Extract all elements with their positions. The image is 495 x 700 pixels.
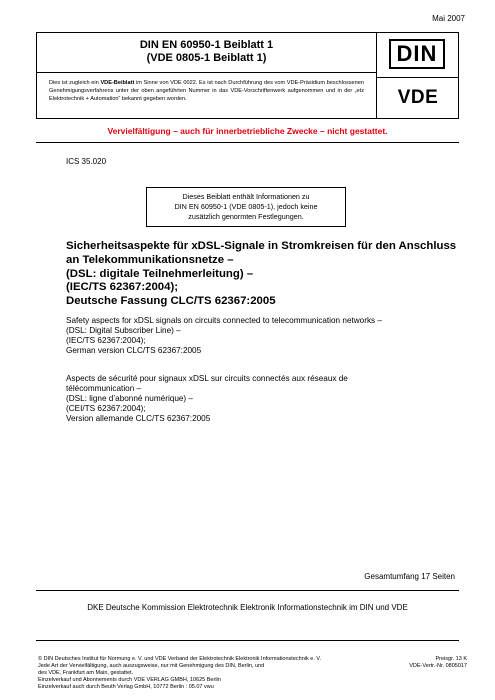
copy-warning: Vervielfältigung – auch für innerbetriebliche Zwecke – nicht gestattet. [107,126,388,136]
issue-date: Mai 2007 [432,14,465,23]
vde-note-text: Dies ist zugleich ein [49,80,101,86]
divider [36,640,459,641]
title-french-line: Aspects de sécurité pour signaux xDSL sur circuits connectés aux réseaux de [66,374,348,383]
title-french-line: (DSL: ligne d’abonné numérique) – [66,394,193,403]
ics-code: ICS 35.020 [66,157,107,166]
title-english-line: (DSL: Digital Subscriber Line) – [66,326,181,335]
logo-divider [377,77,458,78]
order-number: VDE-Vertr.-Nr. 0805017 [409,662,467,669]
title-german [66,240,466,309]
dke-line: DKE Deutsche Kommission Elektrotechnik Elektronik Informationstechnik im DIN und VDE [87,603,408,612]
header-box [36,32,459,119]
info-box-line: zusätzlich genormten Festlegungen. [188,212,304,221]
title-french [66,374,466,424]
vde-note [49,80,364,103]
price-group: Preisgr. 13 K [435,656,467,662]
header-left [37,33,377,118]
footer-line: Einzelverkauf und Abonnements durch VDE VERLAG GMBH, 10625 Berlin [38,676,221,683]
title-french-line: télécommunication – [66,384,142,393]
info-box-line: Dieses Beiblatt enthält Informationen zu [182,192,310,201]
divider [36,142,459,143]
footer-copyright [38,656,321,691]
title-french-line: (CEI/TS 62367:2004); [66,404,146,413]
title-english [66,316,466,356]
info-box [146,187,346,227]
vde-note-text: im Sinne von VDE 0022. Es ist nach Durchführung des vom VDE-Präsidium beschlossenen Genehmigungsverfahrens unter der oben angeführten Nummer in das VDE-Vorschriftenwerk aufgenommen und in der „etz Elektrotechnik + Automation“ bekannt gegeben worden. [49,80,364,102]
document-number [37,33,376,73]
title-english-line: (IEC/TS 62367:2004); [66,336,146,345]
footer-line: © DIN Deutsches Institut für Normung e. V. und VDE Verband der Elektrotechnik Elektronik Informationstechnik e. V. [38,656,322,662]
title-german-line: (DSL: digitale Teilnehmerleitung) – [66,267,254,280]
total-pages: Gesamtumfang 17 Seiten [364,572,455,581]
footer-line: des VDE, Frankfurt am Main, gestattet. [38,669,134,676]
title-german-line: Deutsche Fassung CLC/TS 62367:2005 [66,295,276,308]
title-english-line: German version CLC/TS 62367:2005 [66,346,202,355]
vde-logo: VDE [397,87,439,108]
footer-text: Einzelverkauf auch durch Beuth Verlag GmbH, 10772 Berlin [38,683,185,690]
footer-line [38,684,321,691]
title-german-line: an Telekommunikationsnetze – [66,253,234,266]
footer-order-info [409,656,467,670]
title-french-line: Version allemande CLC/TS 62367:2005 [66,414,211,423]
footer-date-code: : 05.07 vwu [185,683,214,690]
document-number-line: (VDE 0805-1 Beiblatt 1) [146,52,267,64]
header-logos [377,33,458,118]
title-english-line: Safety aspects for xDSL signals on circuits connected to telecommunication networks – [66,316,382,325]
vde-note-bold: VDE-Beiblatt [100,80,135,86]
title-german-line: (IEC/TS 62367:2004); [66,281,179,294]
title-german-line: Sicherheitsaspekte für xDSL-Signale in Stromkreisen für den Anschluss [66,240,457,252]
document-number-line: DIN EN 60950-1 Beiblatt 1 [139,39,274,51]
info-box-line: DIN EN 60950-1 (VDE 0805-1), jedoch keine [174,202,318,211]
footer-line: Jede Art der Vervielfältigung, auch auszugsweise, nur mit Genehmigung des DIN, Berlin, und [38,662,265,669]
divider [36,590,459,591]
din-logo: DIN [389,39,445,69]
